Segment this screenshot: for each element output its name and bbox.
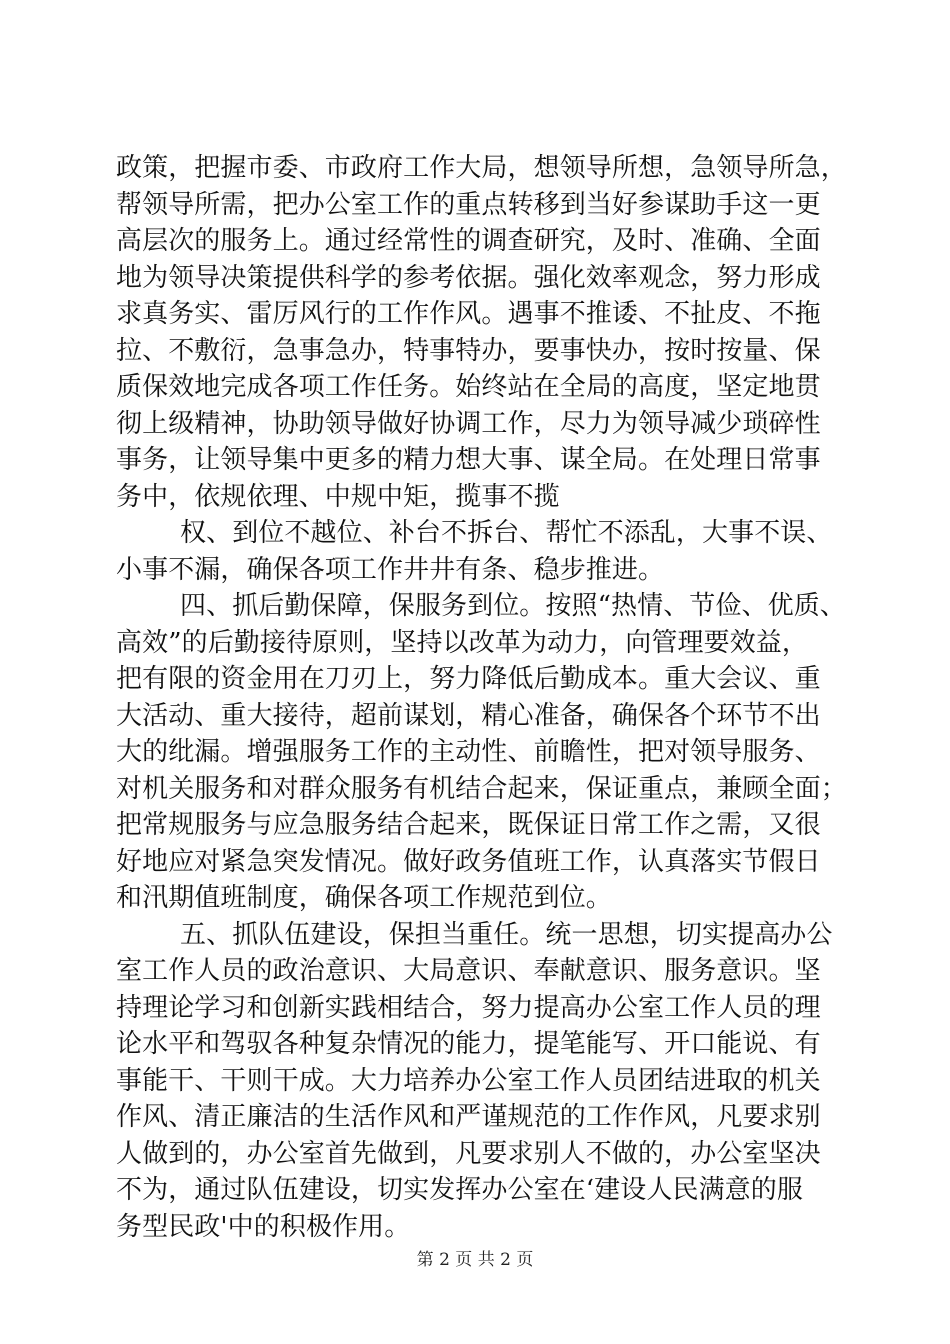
text-line: 事务，让领导集中更多的精力想大事、谋全局。在处理日常事 — [116, 445, 821, 475]
text-line: 持理论学习和创新实践相结合，努力提高办公室工作人员的理 — [116, 992, 821, 1023]
text-line: 务型民政'中的积极作用。 — [116, 1211, 411, 1242]
page-footer: 第 2 页 共 2 页 — [416, 1250, 534, 1270]
text-line: 拉、不敷衍，急事急办，特事特办，要事快办，按时按量、保 — [116, 335, 821, 366]
text-line: 和汛期值班制度，确保各项工作规范到位。 — [116, 883, 612, 913]
text-line: 把有限的资金用在刀刃上，努力降低后勤成本。重大会议、重 — [116, 664, 821, 694]
text-line: 大的纰漏。增强服务工作的主动性、前瞻性，把对领导服务、 — [116, 737, 821, 767]
text-line: 大活动、重大接待，超前谋划，精心准备，确保各个环节不出 — [116, 700, 821, 731]
text-line: 地为领导决策提供科学的参考依据。强化效率观念，努力形成 — [116, 262, 821, 293]
text-line: 论水平和驾驭各种复杂情况的能力，提笔能写、开口能说、有 — [116, 1029, 821, 1059]
text-line: 质保效地完成各项工作任务。始终站在全局的高度，坚定地贯 — [116, 372, 821, 402]
paragraph-heading-4: 四、抓后勤保障，保服务到位。按照“热情、节俭、优质、 — [180, 591, 846, 621]
text-line: 彻上级精神，协助领导做好协调工作，尽力为领导减少琐碎性 — [116, 408, 821, 439]
text-line: 求真务实、雷厉风行的工作作风。遇事不推诿、不扯皮、不拖 — [116, 299, 821, 329]
text-line: 室工作人员的政治意识、大局意识、奉献意识、服务意识。坚 — [116, 956, 821, 986]
text-line: 作风、清正廉洁的生活作风和严谨规范的工作作风，凡要求别 — [116, 1102, 821, 1132]
text-line: 帮领导所需，把办公室工作的重点转移到当好参谋助手这一更 — [116, 189, 821, 220]
text-line: 不为，通过队伍建设，切实发挥办公室在‘建设人民满意的服 — [116, 1175, 803, 1205]
text-line: 好地应对紧急突发情况。做好政务值班工作，认真落实节假日 — [116, 846, 821, 877]
text-line: 权、到位不越位、补台不拆台、帮忙不添乱，大事不误、 — [180, 518, 833, 548]
text-line: 对机关服务和对群众服务有机结合起来，保证重点，兼顾全面； — [116, 773, 847, 804]
text-line: 小事不漏，确保各项工作井井有条、稳步推进。 — [116, 554, 665, 585]
text-line: 把常规服务与应急服务结合起来，既保证日常工作之需，又很 — [116, 810, 821, 840]
text-line: 高层次的服务上。通过经常性的调查研究，及时、准确、全面 — [116, 226, 821, 256]
document-body — [116, 150, 846, 1245]
paragraph-heading-5: 五、抓队伍建设，保担当重任。统一思想，切实提高办公 — [180, 919, 833, 950]
text-line: 事能干、干则干成。大力培养办公室工作人员团结进取的机关 — [116, 1065, 821, 1096]
text-line: 务中，依规依理、中规中矩，揽事不揽 — [116, 481, 560, 512]
text-line: 人做到的，办公室首先做到，凡要求别人不做的，办公室坚决 — [116, 1138, 821, 1169]
text-line: 政策，把握市委、市政府工作大局，想领导所想，急领导所急， — [116, 153, 847, 183]
text-line: 高效”的后勤接待原则，坚持以改革为动力，向管理要效益， — [116, 627, 808, 658]
